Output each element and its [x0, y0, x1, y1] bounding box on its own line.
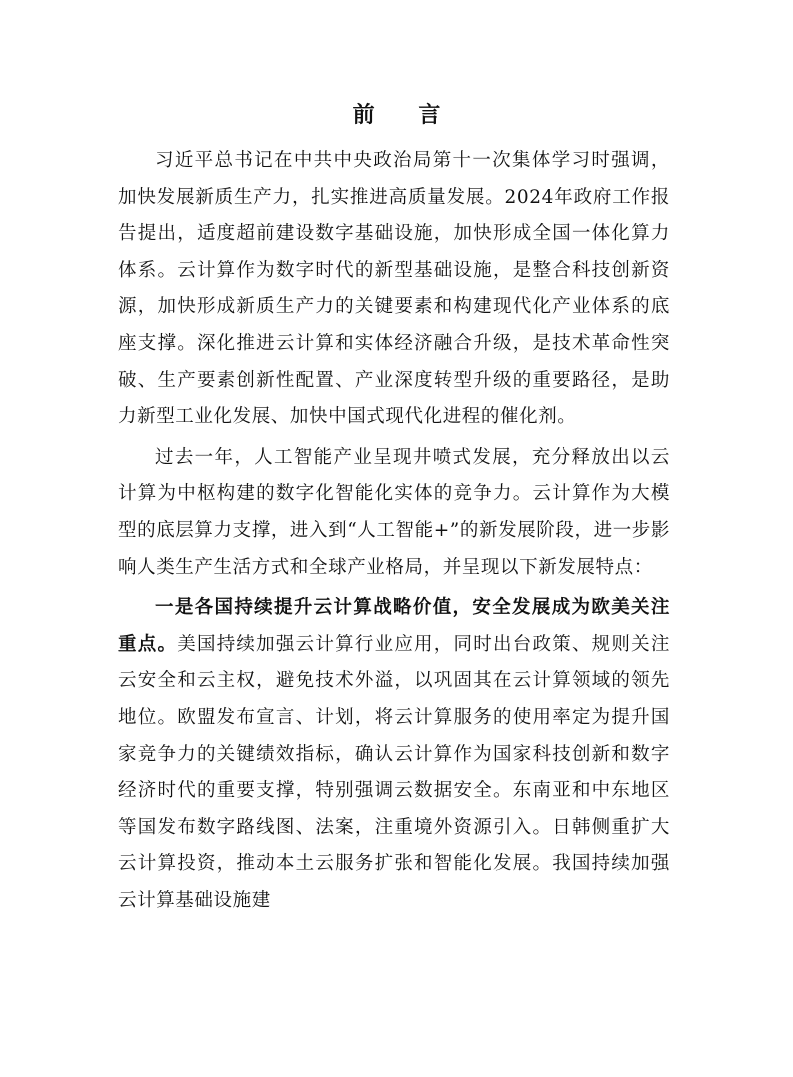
paragraph-3-text: 美国持续加强云计算行业应用，同时出台政策、规则关注云安全和云主权，避免技术外溢，以巩固其在云计算领域的领先地位。欧盟发布宣言、计划，将云计算服务的使用率定为提升国家竞争力的关键绩效指标，确认云计算作为国家科技创新和数字经济时代的重要支撑，特别强调云数据安全。东南亚和中东地区等国发布数字路线图、法案，注重境外资源引入。日韩侧重扩大云计算投资，推动本土云服务扩张和智能化发展。我国持续加强云计算基础设施建: [118, 633, 670, 911]
paragraph-2: [118, 440, 670, 586]
paragraph-3: [118, 590, 670, 919]
paragraph-3-lead: 一是各国持续提升云计算战略价值，安全发展成为欧美关注重点。: [118, 597, 670, 655]
paragraph-2-text: 过去一年，人工智能产业呈现井喷式发展，充分释放出以云计算为中枢构建的数字化智能化实体的竞争力。云计算作为大模型的底层算力支撑，进入到“人工智能+”的新发展阶段，进一步影响人类生产生活方式和全球产业格局，并呈现以下新发展特点：: [118, 446, 670, 578]
body-text: [118, 143, 670, 919]
page-title: 前 言: [352, 103, 459, 128]
paragraph-1: [118, 143, 670, 436]
paragraph-1-text: 习近平总书记在中共中央政治局第十一次集体学习时强调，加快发展新质生产力，扎实推进高质量发展。2024年政府工作报告提出，适度超前建设数字基础设施，加快形成全国一体化算力体系。云计算作为数字时代的新型基础设施，是整合科技创新资源，加快形成新质生产力的关键要素和构建现代化产业体系的底座支撑。深化推进云计算和实体经济融合升级，是技术革命性突破、生产要素创新性配置、产业深度转型升级的重要路径，是助力新型工业化发展、加快中国式现代化进程的催化剂。: [118, 150, 670, 428]
